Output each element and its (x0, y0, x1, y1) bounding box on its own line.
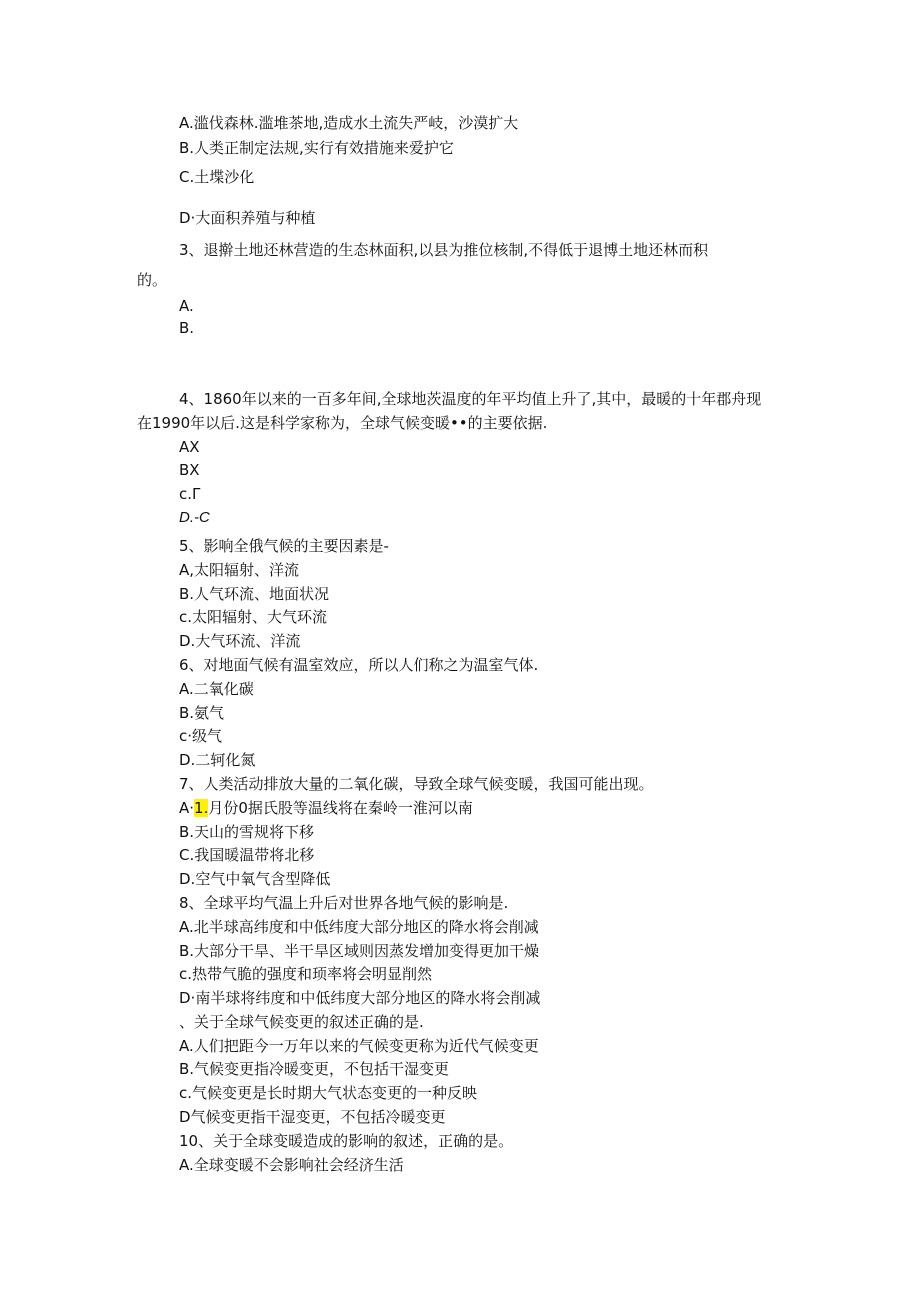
q6-option-c: c·级气 (179, 727, 223, 745)
q3-stem-line2: 的。 (137, 271, 168, 289)
q8-option-a: A.北半球高纬度和中低纬度大部分地区的降水将会削减 (179, 918, 539, 936)
q5-option-d: D.大气环流、洋流 (179, 632, 301, 650)
q3-option-a: A. (179, 297, 194, 315)
q8-option-d: D·南半球将纬度和中低纬度大部分地区的降水将会削减 (179, 989, 541, 1007)
q6-option-a: A.二氧化碳 (179, 680, 254, 698)
q2-option-a: A.滥伐森林.滥堆茶地,造成水土流失严岐，沙漠扩大 (179, 114, 519, 132)
q7-option-a-prefix: A· (179, 799, 195, 817)
q3-option-b: B. (179, 319, 195, 337)
q7-option-a-text: 月份0据氏股等温线将在秦岭一淮河以南 (208, 799, 473, 817)
q10-option-a: A.全球变暖不会影响社会经济生活 (179, 1156, 404, 1174)
q9-option-d: D气候变更指干湿变更，不包括冷暖变更 (179, 1108, 446, 1126)
q5-option-b: B.人气环流、地面状况 (179, 585, 330, 603)
q6-option-d: D.二轲化氮 (179, 751, 256, 769)
q5-stem: 5、影响全俄气候的主要因素是- (179, 537, 389, 555)
q7-option-c: C.我国暖温带将北移 (179, 846, 315, 864)
q6-stem: 6、对地面气候有温室效应，所以人们称之为温室气体. (179, 656, 539, 674)
q2-option-d: D·大面积养殖与种植 (179, 209, 316, 227)
q9-option-c: c.气候变更是长时期大气状态变更的一种反映 (179, 1084, 478, 1102)
q8-stem: 8、全球平均气温上升后对世界各地气候的影响是. (179, 894, 509, 912)
q7-stem: 7、人类活动排放大量的二氧化碳，导致全球气候变暖，我国可能出现。 (179, 775, 654, 793)
q7-option-d: D.空气中氧气含型降低 (179, 870, 331, 888)
q2-option-c: C.土堞沙化 (179, 168, 255, 186)
q10-stem: 10、关于全球变暖造成的影响的叙述，正确的是。 (179, 1132, 514, 1150)
q3-stem-line1: 3、退擀土地还林营造的生态林面积,以县为推位核制,不得低于退博土地还林而积 (179, 241, 709, 259)
q9-option-b: B.气候变更指冷暖变更，不包括干湿变更 (179, 1060, 450, 1078)
q7-option-b: B.天山的雪规将下移 (179, 823, 315, 841)
q5-option-a: A,太阳辐射、洋流 (179, 561, 300, 579)
q2-option-b: B.人类正制定法规,实行有效措施来爱护它 (179, 139, 454, 157)
q4-stem-line2: 在1990年以后.这是科学家称为，全球气候变暖••的主要依据. (137, 414, 548, 432)
q6-option-b: B.氨气 (179, 704, 225, 722)
q4-option-d: D.-C (179, 509, 210, 526)
q7-option-a-highlight: 1. (194, 799, 209, 817)
q8-option-b: B.大部分干旱、半干旱区域则因蒸发增加变得更加干燥 (179, 942, 540, 960)
q4-option-a: AX (179, 438, 200, 456)
q4-stem-line1: 4、1860年以来的一百多年间,全球地茨温度的年平均值上升了,其中，最暖的十年郡舟现 (179, 390, 762, 408)
q9-option-a: A.人们把距今一万年以来的气候变更称为近代气候变更 (179, 1037, 539, 1055)
q7-option-a (179, 798, 473, 818)
q9-stem: 、关于全球气候变更的叙述正确的是. (179, 1013, 424, 1031)
q5-option-c: c.太阳辐射、大气环流 (179, 608, 328, 626)
q4-option-b: BX (179, 461, 200, 479)
q8-option-c: c.热带气脆的强度和顼率将会明显削然 (179, 965, 433, 983)
q4-option-c: c.Γ (179, 485, 201, 503)
